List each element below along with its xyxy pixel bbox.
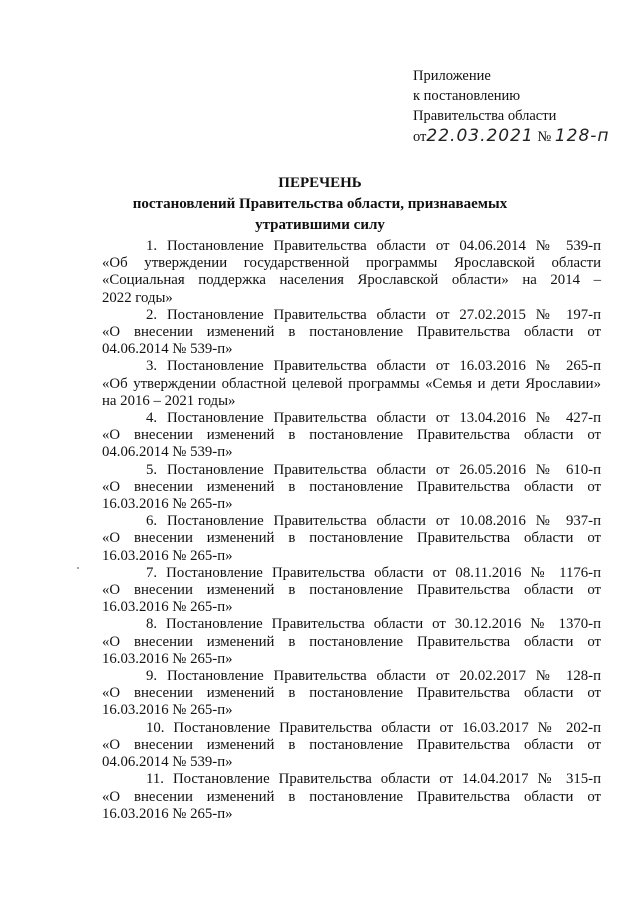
item-text-line: 16.03.2016 № 265-п»	[102, 599, 233, 616]
item-text-line: 04.06.2014 № 539-п»	[102, 341, 233, 358]
item-text-line: 16.03.2016 № 265-п»	[102, 547, 233, 564]
list-item	[102, 616, 601, 668]
list-item	[102, 720, 601, 772]
appendix-header	[413, 66, 610, 147]
item-text-line: 2022 годы»	[102, 289, 173, 306]
item-text-line: «Социальная поддержка населения Ярославской области» на 2014 –	[102, 272, 601, 289]
handwritten-date: 22.03.2021	[426, 126, 534, 146]
title-line-3: утратившими силу	[255, 217, 385, 233]
item-heading-line: 11. Постановление Правительства области от 14.04.2017 № 315-п	[146, 771, 601, 788]
title-line-1: ПЕРЕЧЕНЬ	[278, 175, 362, 191]
item-text-line: «О внесении изменений в постановление Правительства области от	[102, 788, 601, 805]
number-prefix: №	[537, 129, 552, 145]
item-text-line: «О внесении изменений в постановление Правительства области от	[102, 582, 601, 599]
item-heading-line: 6. Постановление Правительства области от 10.08.2016 № 937-п	[146, 513, 601, 530]
item-text-line: «О внесении изменений в постановление Правительства области от	[102, 685, 601, 702]
item-text-line: 16.03.2016 № 265-п»	[102, 702, 233, 719]
list-item	[102, 513, 601, 565]
list-item	[102, 410, 601, 462]
item-text-line: «Об утверждении государственной программы Ярославской области	[102, 255, 601, 272]
item-text-line: «О внесении изменений в постановление Правительства области от	[102, 427, 601, 444]
item-text-line: 16.03.2016 № 265-п»	[102, 496, 233, 513]
list-item	[102, 668, 601, 720]
list-item	[102, 462, 601, 514]
list-item	[102, 358, 601, 410]
item-text-line: на 2016 – 2021 годы»	[102, 392, 236, 409]
item-heading-line: 4. Постановление Правительства области от 13.04.2016 № 427-п	[146, 410, 601, 427]
item-text-line: «О внесении изменений в постановление Правительства области от	[102, 324, 601, 341]
item-heading-line: 2. Постановление Правительства области от 27.02.2015 № 197-п	[146, 306, 601, 323]
list-item	[102, 771, 601, 823]
item-text-line: «О внесении изменений в постановление Правительства области от	[102, 478, 601, 495]
appendix-line-1: Приложение	[413, 68, 491, 84]
item-text-line: 04.06.2014 № 539-п»	[102, 754, 233, 771]
list-item	[102, 238, 601, 307]
scan-speck	[77, 567, 79, 569]
item-heading-line: 10. Постановление Правительства области от 16.03.2017 № 202-п	[146, 719, 601, 736]
item-heading-line: 8. Постановление Правительства области от 30.12.2016 № 1370-п	[146, 616, 601, 633]
list-item	[102, 307, 601, 359]
item-text-line: «О внесении изменений в постановление Правительства области от	[102, 530, 601, 547]
item-heading-line: 7. Постановление Правительства области от 08.11.2016 № 1176-п	[146, 564, 601, 581]
appendix-date-line	[413, 126, 610, 147]
title-line-2: постановлений Правительства области, признаваемых	[132, 196, 508, 212]
item-text-line: «Об утверждении областной целевой программы «Семья и дети Ярославии»	[102, 375, 601, 392]
handwritten-number: 128-п	[554, 126, 610, 146]
item-text-line: 16.03.2016 № 265-п»	[102, 650, 233, 667]
item-heading-line: 3. Постановление Правительства области от 16.03.2016 № 265-п	[146, 358, 601, 375]
resolution-list	[102, 238, 601, 823]
list-item	[102, 565, 601, 617]
date-prefix: от	[413, 129, 427, 145]
document-title	[0, 173, 640, 236]
item-text-line: 04.06.2014 № 539-п»	[102, 444, 233, 461]
item-heading-line: 9. Постановление Правительства области от 20.02.2017 № 128-п	[146, 668, 601, 685]
item-heading-line: 1. Постановление Правительства области от 04.06.2014 № 539-п	[146, 238, 601, 254]
appendix-line-2: к постановлению	[413, 88, 521, 104]
item-heading-line: 5. Постановление Правительства области от 26.05.2016 № 610-п	[146, 461, 601, 478]
item-text-line: «О внесении изменений в постановление Правительства области от	[102, 736, 601, 753]
item-text-line: 16.03.2016 № 265-п»	[102, 805, 233, 822]
appendix-line-3: Правительства области	[413, 108, 557, 124]
item-text-line: «О внесении изменений в постановление Правительства области от	[102, 633, 601, 650]
